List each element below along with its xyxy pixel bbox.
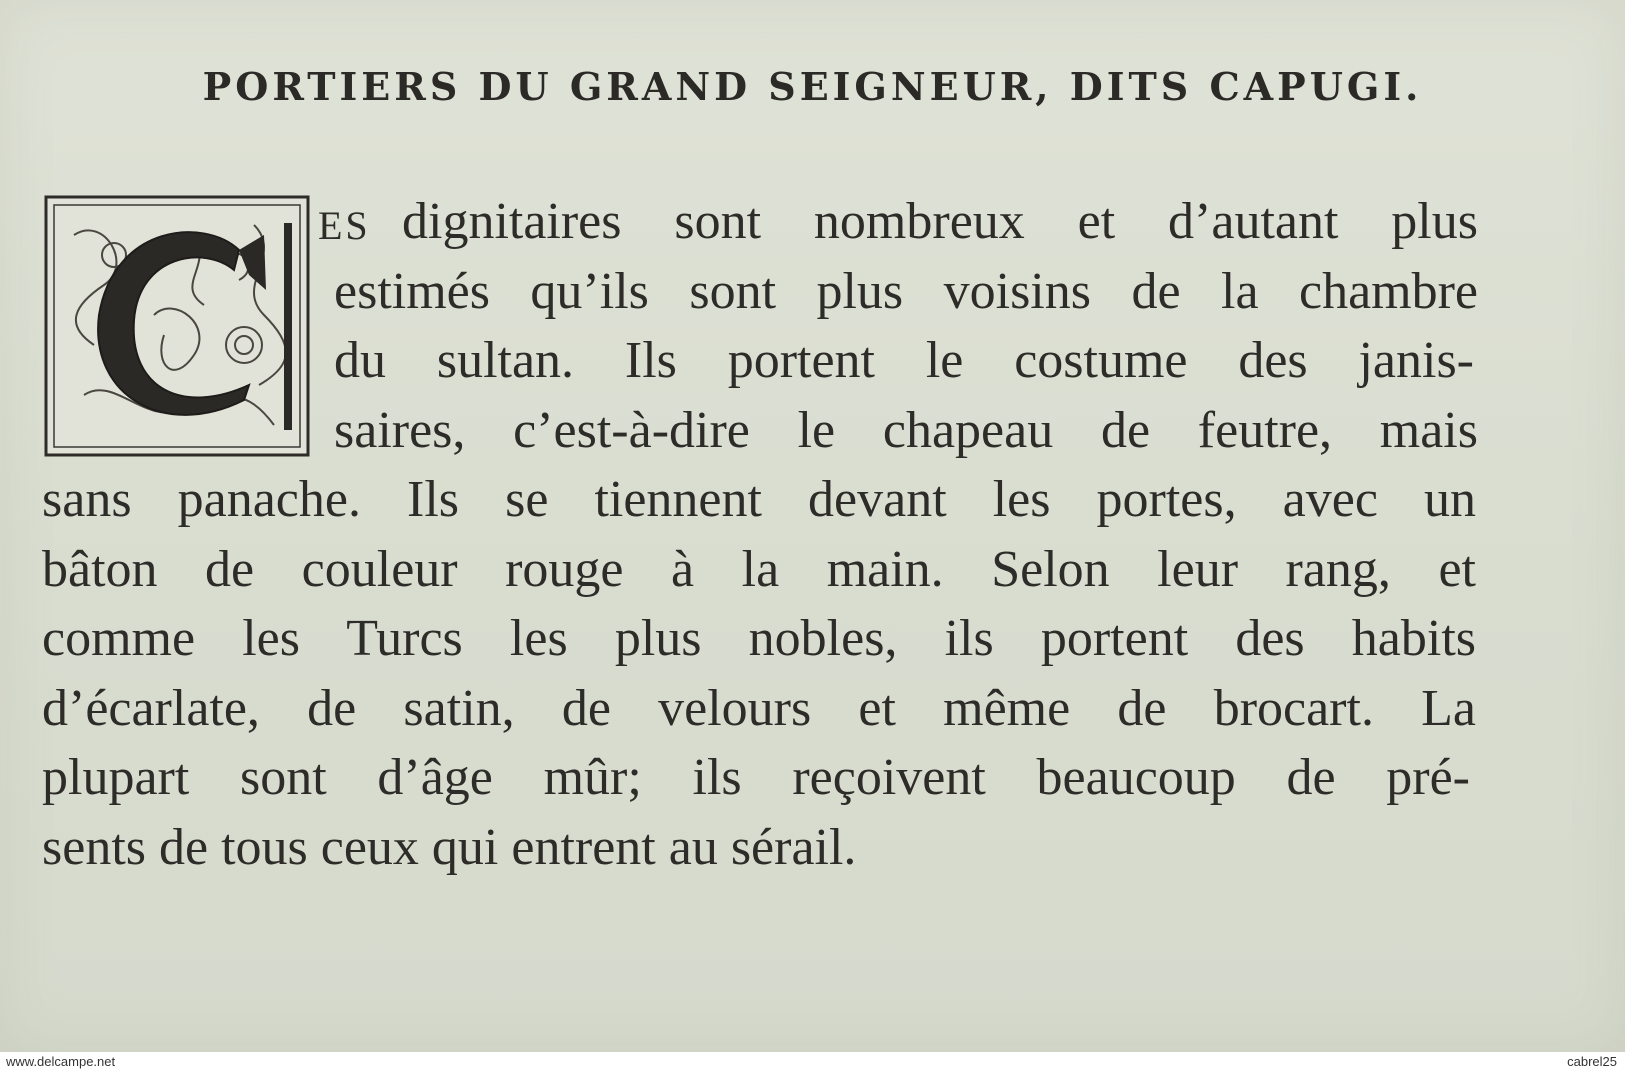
text-line: estimés qu’ils sont plus voisins de la chambre bbox=[334, 263, 1478, 320]
watermark-right: cabrel25 bbox=[1567, 1054, 1617, 1069]
text-line: plupart sont d’âge mûr; ils reçoivent beaucoup de pré- bbox=[42, 749, 1470, 806]
page-title: PORTIERS DU GRAND SEIGNEUR, DITS CAPUGI. bbox=[202, 64, 1423, 109]
drop-cap-continuation: ES bbox=[318, 203, 371, 248]
ornamental-drop-cap bbox=[44, 195, 310, 457]
text-line: sans panache. Ils se tiennent devant les portes, avec un bbox=[42, 471, 1476, 528]
text-line: comme les Turcs les plus nobles, ils portent des habits bbox=[42, 610, 1476, 667]
text-line: d’écarlate, de satin, de velours et même de brocart. La bbox=[42, 680, 1476, 737]
watermark-bar bbox=[0, 1052, 1625, 1071]
drop-cap-c-icon bbox=[44, 195, 310, 457]
text-line: sents de tous ceux qui entrent au sérail. bbox=[42, 819, 857, 876]
text-line: bâton de couleur rouge à la main. Selon leur rang, et bbox=[42, 541, 1476, 598]
watermark-left: www.delcampe.net bbox=[6, 1054, 116, 1069]
text-line: saires, c’est-à-dire le chapeau de feutre, mais bbox=[334, 402, 1478, 459]
text-line: du sultan. Ils portent le costume des janis- bbox=[334, 332, 1474, 389]
text-line: dignitaires sont nombreux et d’autant plus bbox=[402, 193, 1478, 250]
